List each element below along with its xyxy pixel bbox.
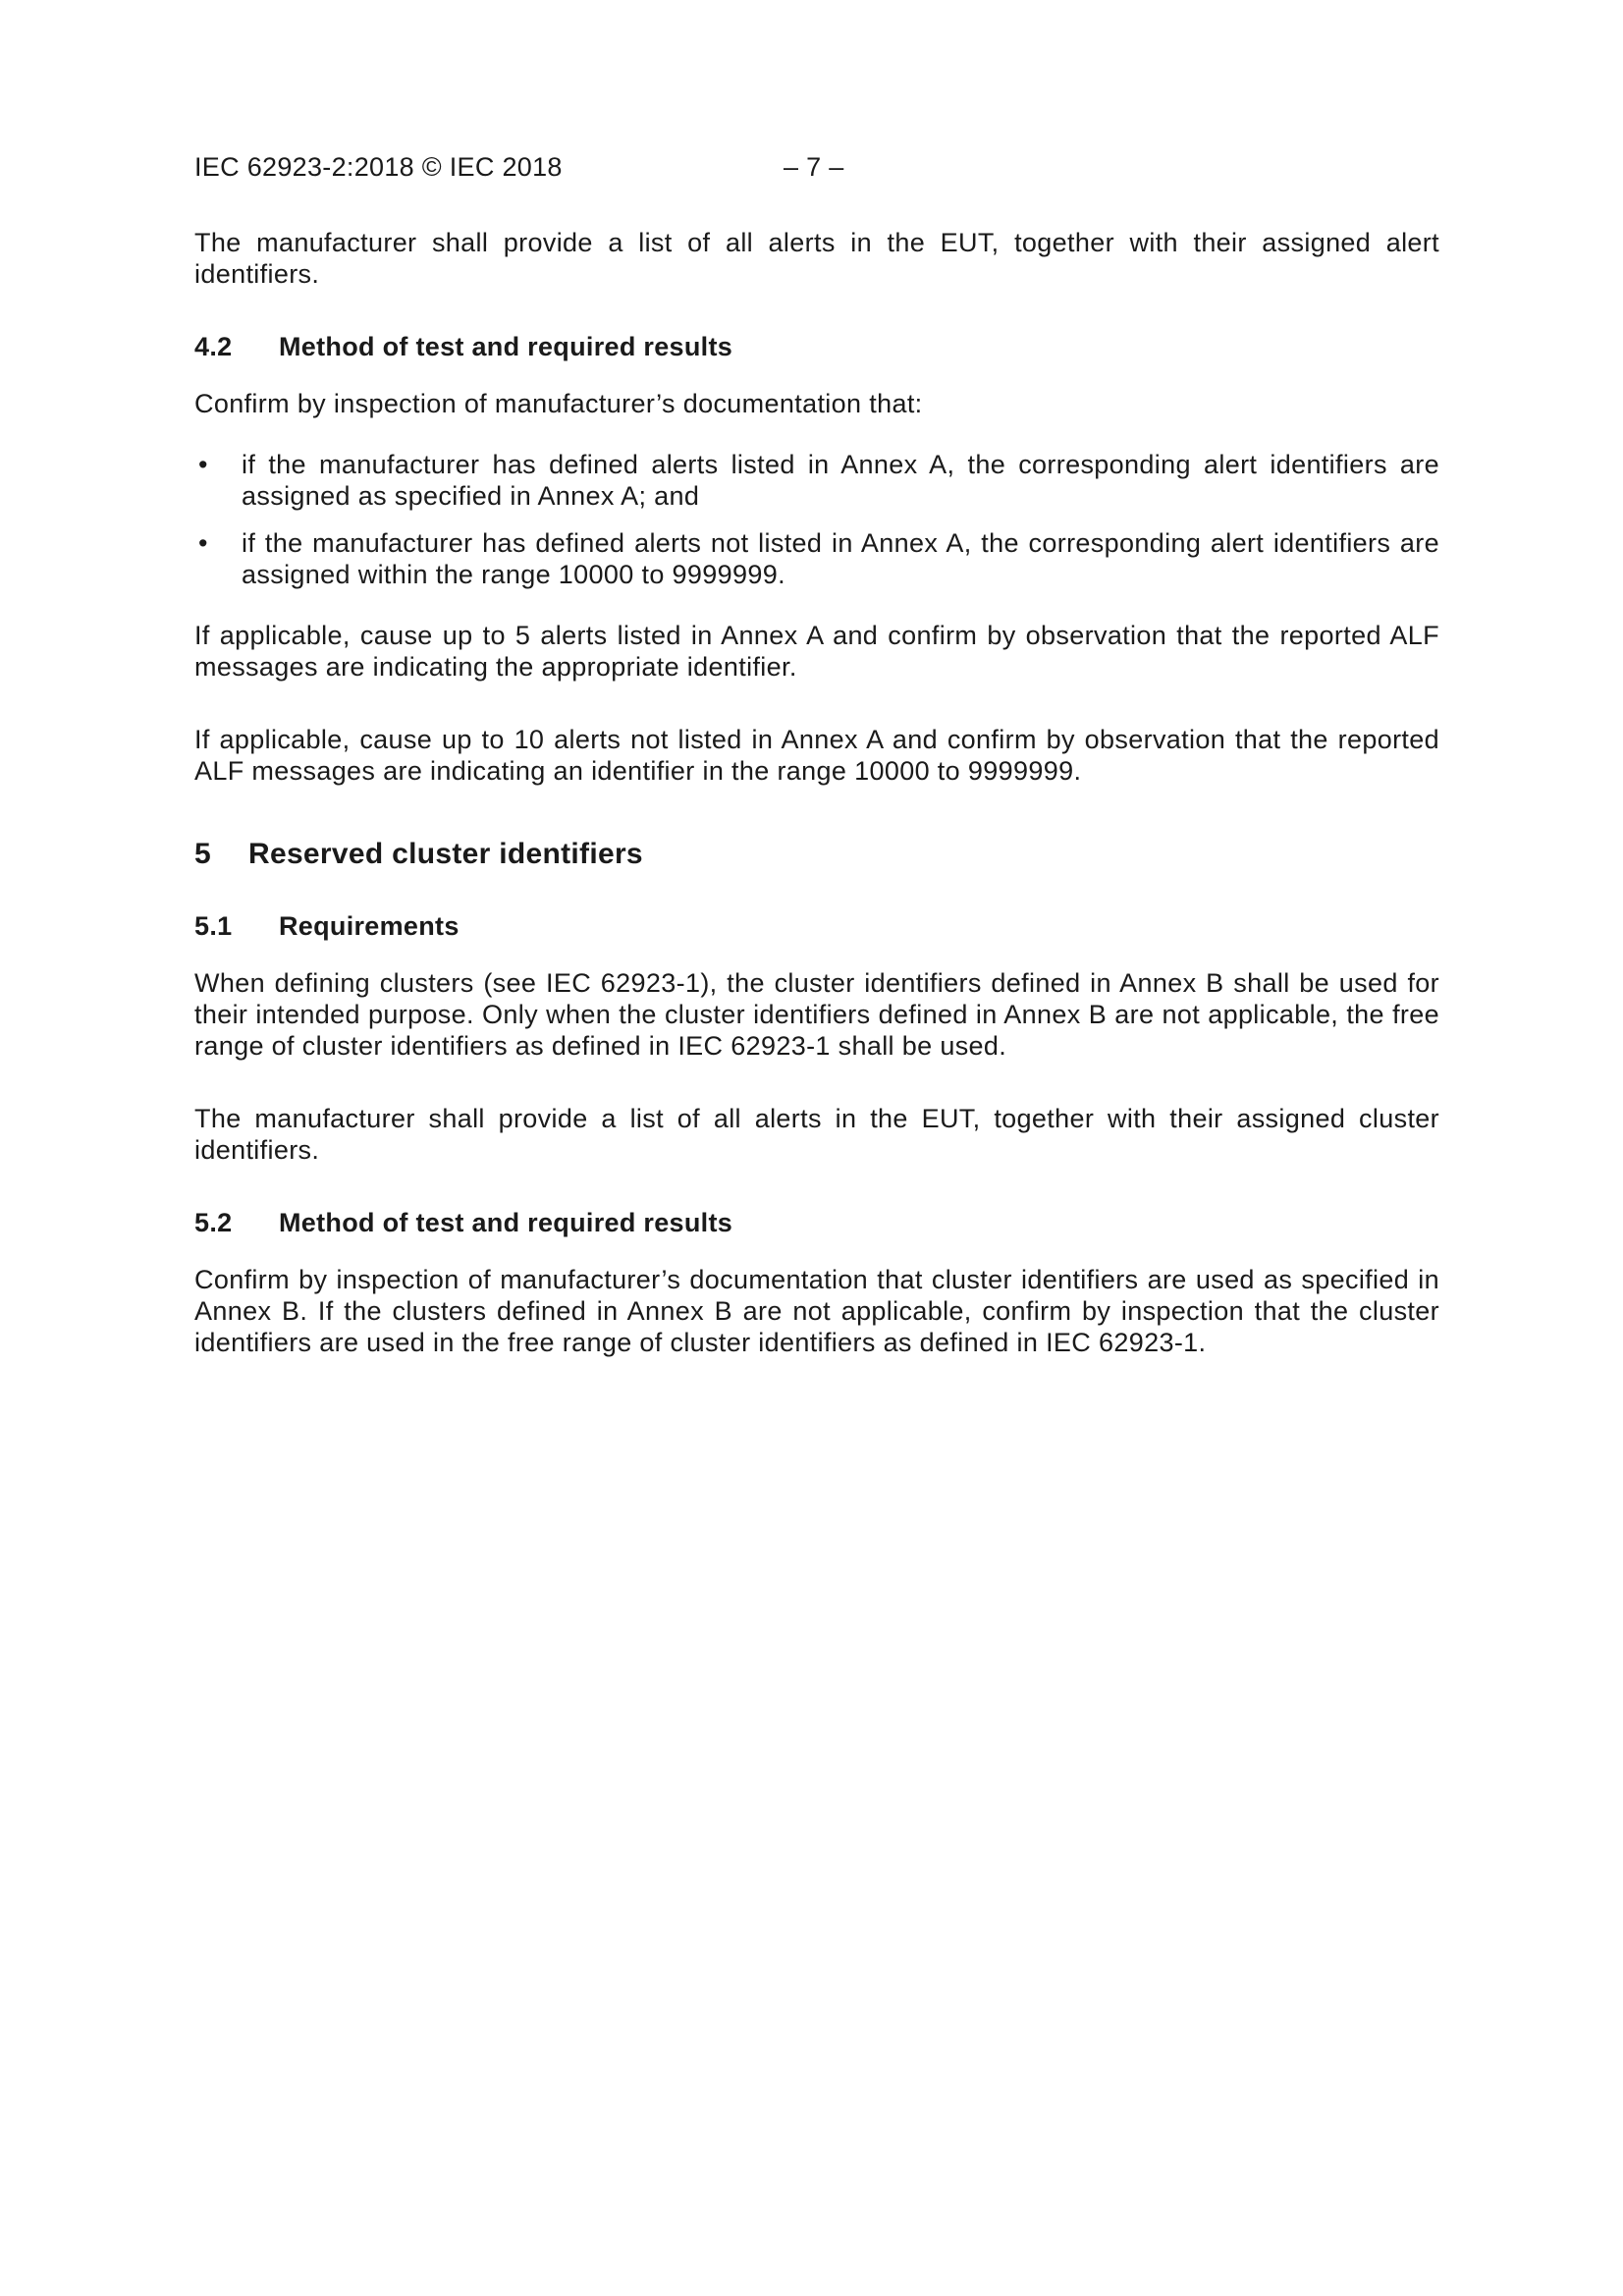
section-4-2-paragraph-1: If applicable, cause up to 5 alerts listed in Annex A and confirm by observation that the reported ALF messages are indicating the appropriate identifier. (194, 621, 1439, 682)
list-item-text: if the manufacturer has defined alerts listed in Annex A, the corresponding alert identifiers are assigned as specified in Annex A; and (242, 450, 1439, 511)
section-5-2-heading (194, 1207, 1439, 1238)
list-item (194, 449, 1439, 512)
section-4-2-lead: Confirm by inspection of manufacturer’s documentation that: (194, 389, 923, 418)
section-4-2-bullet-list (194, 449, 1439, 590)
document-page (194, 152, 1439, 1358)
intro-paragraph: The manufacturer shall provide a list of all alerts in the EUT, together with their assigned alert identifiers. (194, 228, 1439, 289)
list-item (194, 527, 1439, 590)
section-5-title: Reserved cluster identifiers (248, 838, 643, 870)
section-4-2-number: 4.2 (194, 332, 233, 361)
header-standard-id: IEC 62923-2:2018 © IEC 2018 (194, 152, 563, 182)
section-5-1-number: 5.1 (194, 911, 233, 941)
section-5-2-title: Method of test and required results (279, 1208, 733, 1237)
section-5-1-paragraph-1: When defining clusters (see IEC 62923-1), the cluster identifiers defined in Annex B shall be used for their intended purpose. Only when the cluster identifiers defined in Annex B are not applicable, the free range of cluster identifiers as defined in IEC 62923-1 shall be used. (194, 968, 1439, 1061)
header-page-number: – 7 – (784, 152, 844, 182)
section-5-number: 5 (194, 838, 211, 870)
section-4-2-title: Method of test and required results (279, 332, 733, 361)
list-item-text: if the manufacturer has defined alerts not listed in Annex A, the corresponding alert identifiers are assigned within the range 10000 to 9999999. (242, 528, 1439, 589)
section-5-2-paragraph-1: Confirm by inspection of manufacturer’s documentation that cluster identifiers are used as specified in Annex B. If the clusters defined in Annex B are not applicable, confirm by inspection that the cluster identifiers are used in the free range of cluster identifiers as defined in IEC 62923-1. (194, 1265, 1439, 1357)
section-5-1-title: Requirements (279, 911, 460, 941)
section-4-2-heading (194, 331, 1439, 362)
bullet-icon: • (198, 450, 208, 479)
section-5-1-heading (194, 910, 1439, 942)
section-5-1-paragraph-2: The manufacturer shall provide a list of all alerts in the EUT, together with their assigned cluster identifiers. (194, 1104, 1439, 1165)
section-5-heading (194, 838, 1439, 871)
bullet-icon: • (198, 528, 208, 558)
page-header (194, 152, 1439, 195)
section-5-2-number: 5.2 (194, 1208, 233, 1237)
section-4-2-paragraph-2: If applicable, cause up to 10 alerts not listed in Annex A and confirm by observation that the reported ALF messages are indicating an identifier in the range 10000 to 9999999. (194, 725, 1439, 786)
